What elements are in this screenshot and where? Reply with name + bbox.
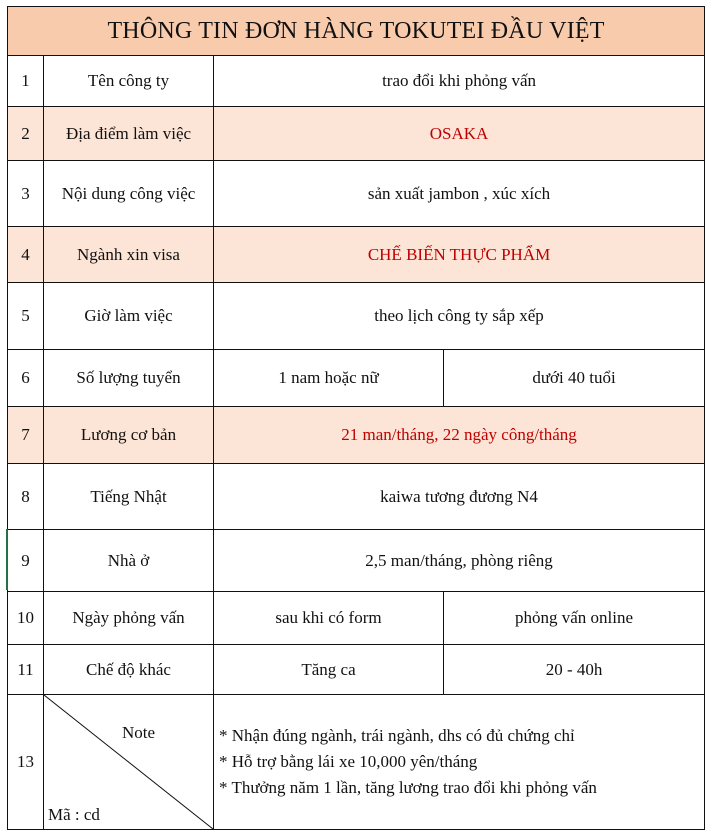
row-value: CHẾ BIẾN THỰC PHẨM xyxy=(214,227,705,283)
table-row xyxy=(8,645,705,695)
note-line: * Hỗ trợ bằng lái xe 10,000 yên/tháng xyxy=(219,752,478,771)
row-label: Địa điểm làm việc xyxy=(44,107,214,161)
row-value-a: 1 nam hoặc nữ xyxy=(214,350,444,407)
note-line: * Thưởng năm 1 lần, tăng lương trao đổi khi phỏng vấn xyxy=(219,778,597,797)
row-value: 21 man/tháng, 22 ngày công/tháng xyxy=(214,407,705,464)
selection-indicator xyxy=(6,529,8,590)
row-index: 1 xyxy=(8,56,44,107)
row-value-a: Tăng ca xyxy=(214,645,444,695)
row-value-b: dưới 40 tuổi xyxy=(444,350,705,407)
table-row xyxy=(8,283,705,350)
row-index: 10 xyxy=(8,592,44,645)
row-index: 11 xyxy=(8,645,44,695)
row-label: Giờ làm việc xyxy=(44,283,214,350)
note-label: Note xyxy=(121,723,155,742)
row-index: 6 xyxy=(8,350,44,407)
row-index: 4 xyxy=(8,227,44,283)
row-index: 2 xyxy=(8,107,44,161)
table-row xyxy=(8,407,705,464)
row-label: Nhà ở xyxy=(44,530,214,592)
row-label: Nội dung công việc xyxy=(44,161,214,227)
table-row xyxy=(8,464,705,530)
table-row xyxy=(8,161,705,227)
table-row xyxy=(8,592,705,645)
row-value-a: sau khi có form xyxy=(214,592,444,645)
note-row xyxy=(8,695,705,830)
code-label: Mã : cd xyxy=(48,805,100,824)
row-label: Số lượng tuyển xyxy=(44,350,214,407)
row-label: Tiếng Nhật xyxy=(44,464,214,530)
table-row xyxy=(8,56,705,107)
row-label: Ngành xin visa xyxy=(44,227,214,283)
row-index: 7 xyxy=(8,407,44,464)
row-value: kaiwa tương đương N4 xyxy=(214,464,705,530)
row-label: Lương cơ bản xyxy=(44,407,214,464)
row-value: OSAKA xyxy=(214,107,705,161)
row-index: 5 xyxy=(8,283,44,350)
row-value: 2,5 man/tháng, phòng riêng xyxy=(214,530,705,592)
row-index: 3 xyxy=(8,161,44,227)
row-value: sản xuất jambon , xúc xích xyxy=(214,161,705,227)
row-value: trao đổi khi phỏng vấn xyxy=(214,56,705,107)
row-index: 8 xyxy=(8,464,44,530)
order-info-table xyxy=(7,6,705,830)
note-header-cell xyxy=(44,695,214,830)
table-row xyxy=(8,530,705,592)
row-index: 9 xyxy=(8,530,44,592)
row-label: Tên công ty xyxy=(44,56,214,107)
row-value: theo lịch công ty sắp xếp xyxy=(214,283,705,350)
table-title: THÔNG TIN ĐƠN HÀNG TOKUTEI ĐẦU VIỆT xyxy=(8,7,705,56)
row-value-b: phỏng vấn online xyxy=(444,592,705,645)
table-row xyxy=(8,350,705,407)
note-line: * Nhận đúng ngành, trái ngành, dhs có đủ chứng chỉ xyxy=(219,726,575,745)
table-row xyxy=(8,227,705,283)
table-row xyxy=(8,107,705,161)
row-index: 13 xyxy=(8,695,44,830)
note-content xyxy=(214,695,705,830)
row-label: Chế độ khác xyxy=(44,645,214,695)
row-value-b: 20 - 40h xyxy=(444,645,705,695)
row-label: Ngày phỏng vấn xyxy=(44,592,214,645)
